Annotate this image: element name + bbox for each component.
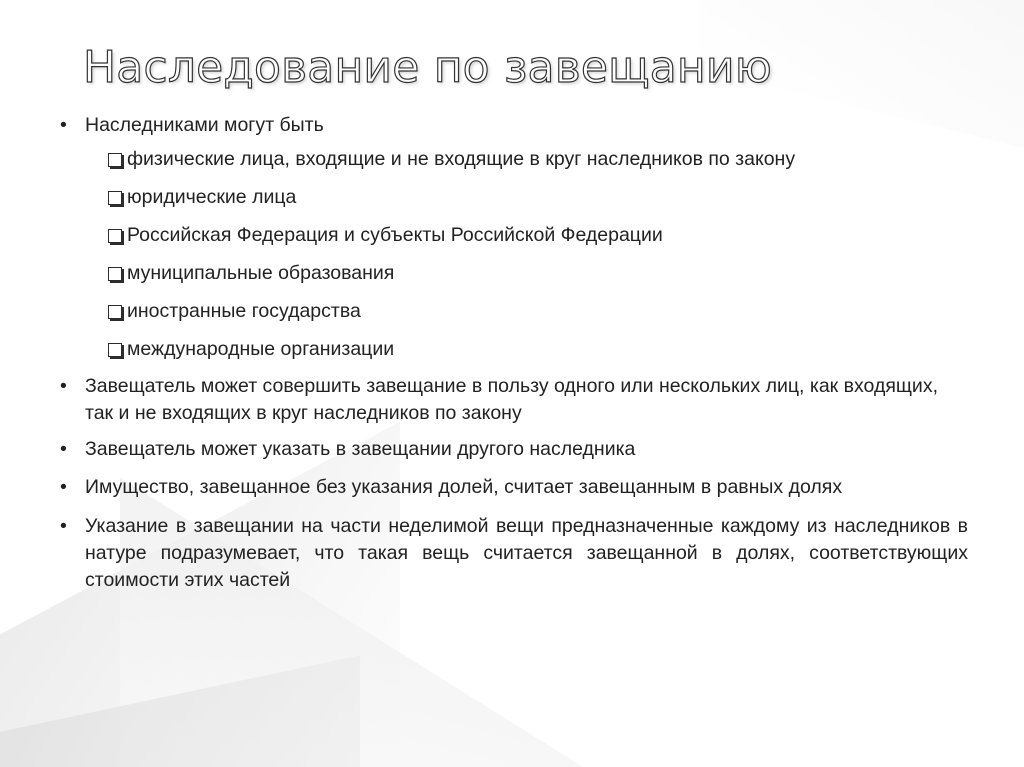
checkbox-icon xyxy=(108,153,122,167)
bullet-dot-icon: • xyxy=(60,476,67,498)
list-item-text: юридические лица xyxy=(127,186,297,208)
bullet-dot-icon: • xyxy=(60,375,67,397)
slide-title: Наследование по завещанию xyxy=(83,42,772,93)
list-item-text: физические лица, входящие и не входящие в круг наследников по закону xyxy=(127,148,796,170)
list-item xyxy=(108,146,968,173)
bullet-text: Имущество, завещанное без указания долей, считает завещанным в равных долях xyxy=(85,476,843,498)
checkbox-icon xyxy=(108,267,122,281)
bullet-item-heirs xyxy=(58,112,968,363)
checkbox-icon xyxy=(108,305,122,319)
list-item xyxy=(108,336,968,363)
bullet-dot-icon: • xyxy=(60,114,67,136)
checkbox-icon xyxy=(108,343,122,357)
bullet-item-alternate-heir xyxy=(58,436,968,463)
bullet-item-equal-shares xyxy=(58,474,968,501)
checkbox-icon xyxy=(108,229,122,243)
bullet-text: Указание в завещании на части неделимой вещи предназначенные каждому из наследников в натуре подразумевает, что такая вещь считается завещанной в долях, соответствующих стоимости этих частей xyxy=(85,515,968,591)
list-item xyxy=(108,222,968,249)
list-item-text: Российская Федерация и субъекты Российской Федерации xyxy=(127,224,663,246)
list-item xyxy=(108,260,968,287)
slide-content xyxy=(58,112,968,594)
bullet-dot-icon: • xyxy=(60,438,67,460)
list-item-text: международные организации xyxy=(127,338,395,360)
bullet-item-indivisible-property xyxy=(58,513,968,594)
bullet-text: Наследниками могут быть xyxy=(85,114,324,136)
heir-types-list xyxy=(85,146,968,363)
list-item-text: муниципальные образования xyxy=(127,262,395,284)
bullet-text: Завещатель может совершить завещание в пользу одного или нескольких лиц, как входящих, так и не входящих в круг наследников по закону xyxy=(85,375,938,424)
bullet-dot-icon: • xyxy=(60,515,67,537)
checkbox-icon xyxy=(108,191,122,205)
bullet-item-testator-choice xyxy=(58,373,968,427)
list-item xyxy=(108,298,968,325)
list-item-text: иностранные государства xyxy=(127,300,361,322)
bullet-text: Завещатель может указать в завещании другого наследника xyxy=(85,438,636,460)
list-item xyxy=(108,184,968,211)
